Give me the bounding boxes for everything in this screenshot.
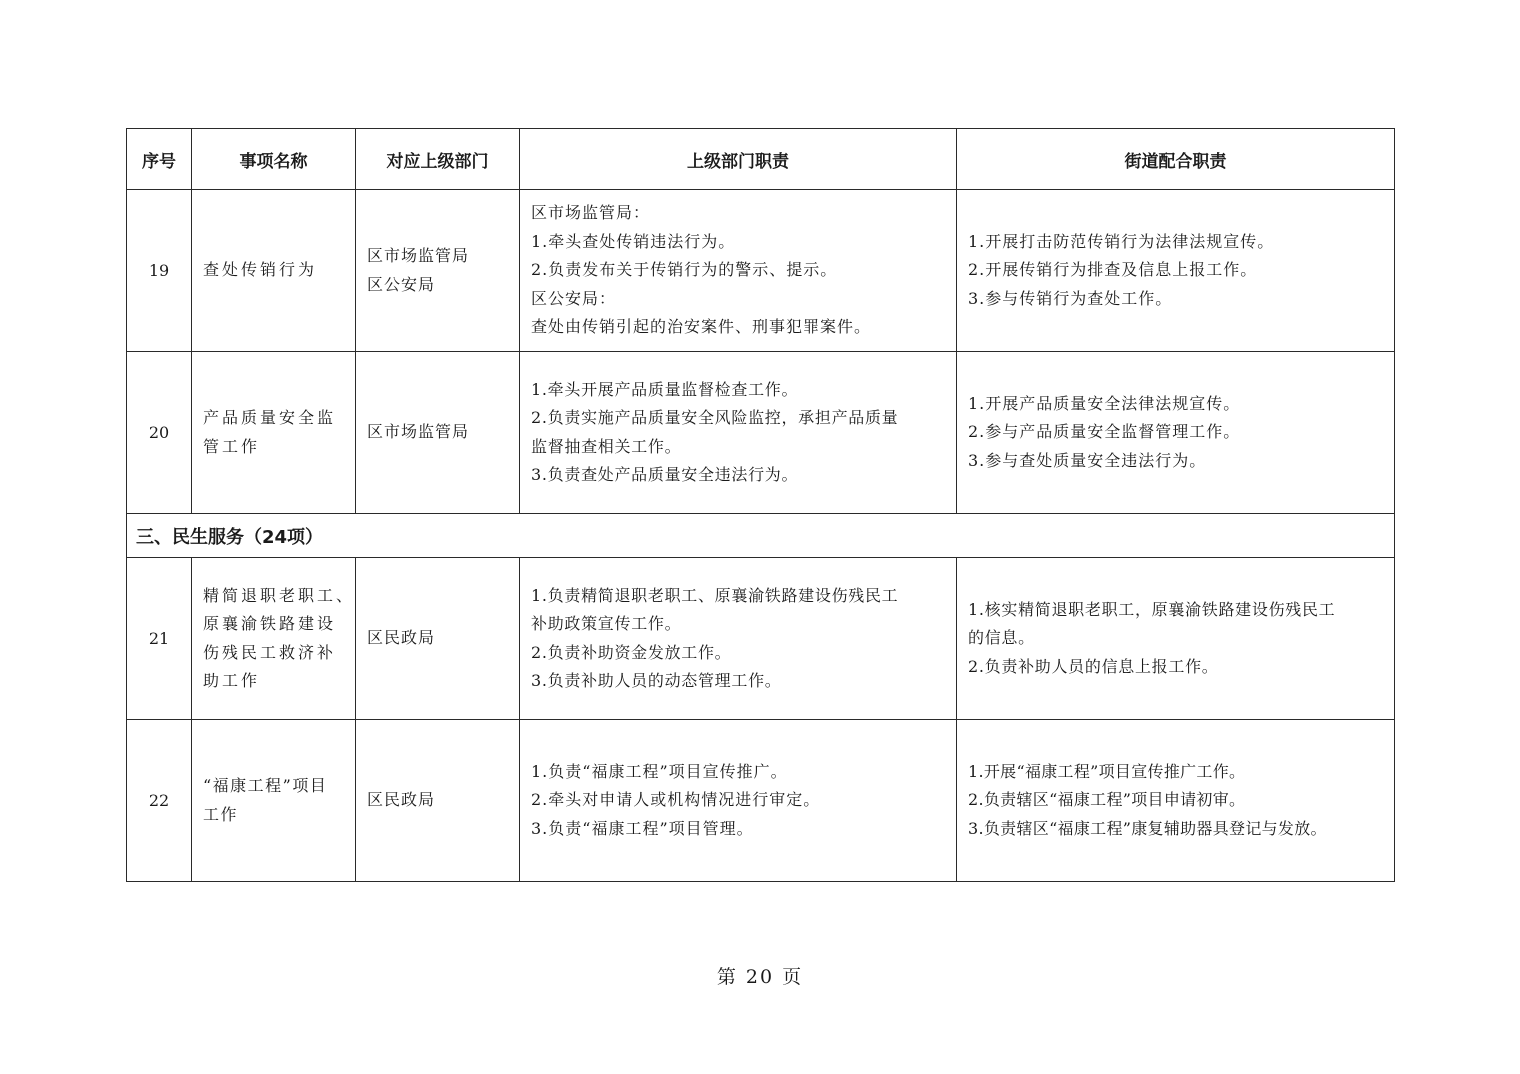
item-name-line: “福康工程”项目 <box>203 776 328 795</box>
coop-line: 2.参与产品质量安全监督管理工作。 <box>968 422 1241 442</box>
dept-line: 区民政局 <box>367 790 436 810</box>
dept-cell <box>356 558 520 720</box>
dept-cell <box>356 352 520 514</box>
row-number: 20 <box>127 352 192 514</box>
duty-line: 1.负责精简退职老职工、原襄渝铁路建设伤残民工 <box>531 585 899 605</box>
table-row <box>127 190 1395 352</box>
duty-line: 监督抽查相关工作。 <box>531 436 682 456</box>
dept-line: 区市场监管局 <box>367 422 470 442</box>
item-name-line: 原襄渝铁路建设 <box>203 614 337 633</box>
section-title: 三、民生服务（24项） <box>127 514 1395 558</box>
table-row <box>127 352 1395 514</box>
coop-line: 2.负责补助人员的信息上报工作。 <box>968 656 1219 676</box>
duty-line: 2.负责补助资金发放工作。 <box>531 642 732 662</box>
header-row <box>127 129 1395 190</box>
coop-line: 2.开展传销行为排查及信息上报工作。 <box>968 260 1258 280</box>
coop-line: 1.核实精简退职老职工，原襄渝铁路建设伤残民工 <box>968 599 1336 619</box>
street-duty-cell <box>957 190 1395 352</box>
header-street-duty: 街道配合职责 <box>957 129 1395 190</box>
duty-line: 2.负责发布关于传销行为的警示、提示。 <box>531 260 838 280</box>
duty-line: 补助政策宣传工作。 <box>531 614 682 633</box>
duty-line: 1.牵头查处传销违法行为。 <box>531 231 736 251</box>
street-duty-cell <box>957 558 1395 720</box>
dept-line: 区公安局 <box>367 274 436 294</box>
dept-duty-cell <box>520 352 957 514</box>
duty-line: 1.负责“福康工程”项目宣传推广。 <box>531 761 788 781</box>
dept-duty-cell <box>520 190 957 352</box>
duty-line: 2.负责实施产品质量安全风险监控，承担产品质量 <box>531 408 899 427</box>
dept-duty-cell <box>520 720 957 882</box>
coop-line: 1.开展“福康工程”项目宣传推广工作。 <box>968 761 1246 781</box>
street-duty-cell <box>957 352 1395 514</box>
dept-duty-cell <box>520 558 957 720</box>
header-seq: 序号 <box>127 129 192 190</box>
duty-line: 区市场监管局： <box>531 203 651 223</box>
coop-line: 2.负责辖区“福康工程”项目申请初审。 <box>968 790 1246 810</box>
item-name-line: 伤残民工救济补 <box>203 642 337 662</box>
coop-line: 3.参与查处质量安全违法行为。 <box>968 450 1207 470</box>
item-name-cell <box>192 352 356 514</box>
duty-line: 区公安局： <box>531 288 617 308</box>
table-row <box>127 558 1395 720</box>
coop-line: 3.参与传销行为查处工作。 <box>968 288 1173 308</box>
item-name-cell <box>192 190 356 352</box>
duty-table <box>126 128 1395 882</box>
header-dept-duty: 上级部门职责 <box>520 129 957 190</box>
dept-cell <box>356 190 520 352</box>
duty-line: 3.负责补助人员的动态管理工作。 <box>531 671 782 690</box>
coop-line: 的信息。 <box>968 628 1035 648</box>
row-number: 21 <box>127 558 192 720</box>
page-number: 第 20 页 <box>716 966 804 988</box>
row-number: 22 <box>127 720 192 882</box>
duty-line: 2.牵头对申请人或机构情况进行审定。 <box>531 790 821 810</box>
header-item-name: 事项名称 <box>192 129 356 190</box>
item-name-cell <box>192 720 356 882</box>
item-name-line: 精简退职老职工、 <box>203 585 356 605</box>
dept-cell <box>356 720 520 882</box>
duty-line: 1.牵头开展产品质量监督检查工作。 <box>531 379 799 399</box>
coop-line: 3.负责辖区“福康工程”康复辅助器具登记与发放。 <box>968 818 1327 838</box>
item-name-cell <box>192 558 356 720</box>
coop-line: 1.开展产品质量安全法律法规宣传。 <box>968 393 1241 413</box>
item-name-line: 查处传销行为 <box>203 260 318 280</box>
item-name-line: 工作 <box>203 804 239 824</box>
duty-line: 3.负责查处产品质量安全违法行为。 <box>531 465 799 484</box>
street-duty-cell <box>957 720 1395 882</box>
duty-line: 3.负责“福康工程”项目管理。 <box>531 818 754 838</box>
section-row <box>127 514 1395 558</box>
table-row <box>127 720 1395 882</box>
dept-line: 区民政局 <box>367 628 436 648</box>
row-number: 19 <box>127 190 192 352</box>
item-name-line: 管工作 <box>203 436 261 456</box>
item-name-line: 助工作 <box>203 671 261 690</box>
item-name-line: 产品质量安全监 <box>203 408 337 427</box>
header-dept: 对应上级部门 <box>356 129 520 190</box>
coop-line: 1.开展打击防范传销行为法律法规宣传。 <box>968 231 1275 251</box>
dept-line: 区市场监管局 <box>367 246 470 265</box>
duty-line: 查处由传销引起的治安案件、刑事犯罪案件。 <box>531 317 872 337</box>
